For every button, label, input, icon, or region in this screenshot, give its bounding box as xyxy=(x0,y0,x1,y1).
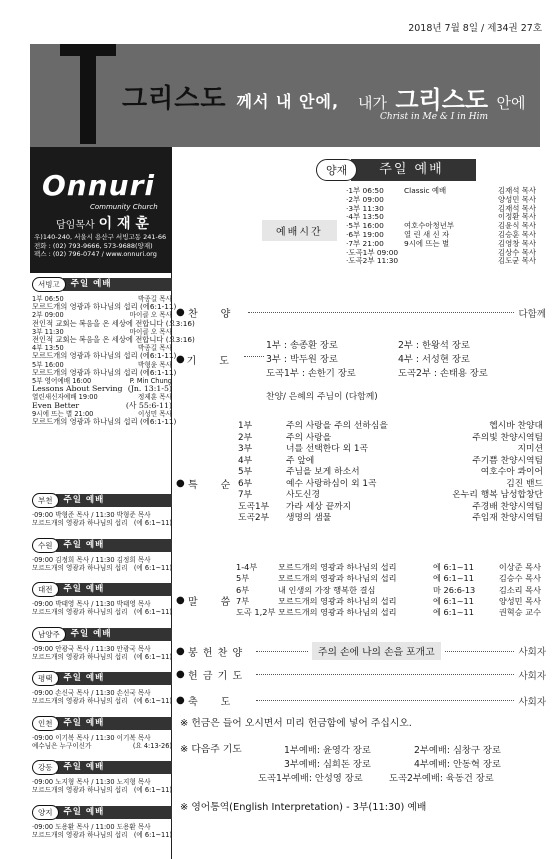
line-left: 9시에 뜨는 별 21:00 xyxy=(32,409,94,418)
line-left: 1부 06:50 xyxy=(32,295,64,303)
special-song: 주 앞에 xyxy=(286,455,315,466)
sermon-entry xyxy=(236,607,541,618)
special-performer: 주의빛 찬양시역팀 xyxy=(472,432,543,443)
line-left: 모르드개의 영광과 하나님의 섭리 (에6:1-11) xyxy=(32,302,177,312)
banner-title-2: 내가 그리스도 안에 xyxy=(358,86,526,114)
section-bar: 주일 예배 xyxy=(56,583,173,596)
sermon-entry xyxy=(236,562,541,573)
sermon-preacher: 김소리 목사 xyxy=(498,584,541,595)
line-left: 2부 09:00 xyxy=(32,311,64,320)
service-type xyxy=(404,257,492,266)
line-left: 모르드개의 영광과 하나님의 섭리 (에6:1-11) xyxy=(32,417,177,427)
special-performer: 여호수아 콰이어 xyxy=(480,467,543,477)
special-row xyxy=(238,444,543,456)
sermon-passage: 에 6:1~11 xyxy=(433,595,474,606)
service-time: ·5부 16:00 xyxy=(346,221,384,231)
campus-head xyxy=(32,582,172,597)
preacher-line: ·09:00 이기복 목사 / 11:30 이기복 목사 xyxy=(32,733,151,742)
campus-sermon xyxy=(32,786,172,794)
special-service: 5부 xyxy=(238,467,253,477)
church-brand xyxy=(30,147,172,273)
next-prayer-2: 2부예배: 심창구 장로 xyxy=(414,745,501,756)
preacher-line: ·09:00 노지형 목사 / 11:30 노지형 목사 xyxy=(32,778,151,786)
preacher-line: ·09:00 손신국 목사 / 11:30 손신국 목사 xyxy=(32,689,151,697)
sermon-entry xyxy=(236,596,541,607)
campus-preachers xyxy=(32,734,172,742)
next-prayer-3: 3부예배: 심희돈 장로 xyxy=(284,759,371,770)
campus-preachers xyxy=(32,778,172,786)
sermon-line xyxy=(32,351,177,361)
line-left: 3부 11:30 xyxy=(32,327,64,336)
left-column xyxy=(30,147,195,859)
special-row xyxy=(238,502,543,514)
line-right: 박형윤 목사 xyxy=(138,360,172,369)
preacher-line: ·09:00 김정희 목사 / 11:30 김정희 목사 xyxy=(32,555,151,564)
campus-pill: 남양주 xyxy=(32,627,66,642)
worship-title: 주일 예배 xyxy=(351,159,475,181)
offering-song-row: ● 봉 헌 찬 양 주의 손에 나의 손을 포개고 사회자 xyxy=(176,642,546,660)
service-time: ·1부 06:50 xyxy=(346,186,384,195)
campus-pill: 양지 xyxy=(32,805,59,820)
line-right: 이성민 목사 xyxy=(138,409,172,418)
campus-sermon xyxy=(32,697,172,705)
community-church-label: Community Church xyxy=(90,203,158,211)
section-bar: 주일 예배 xyxy=(56,806,173,819)
offering-song-title: 주의 손에 나의 손을 포개고 xyxy=(312,642,441,660)
special-song: 예수 사랑하심이 외 1곡 xyxy=(286,478,377,489)
special-song: 주의 사랑을 xyxy=(286,432,332,443)
service-times-label: 예배시간 xyxy=(262,220,337,241)
prayer-leader xyxy=(244,351,264,357)
service-type xyxy=(404,249,492,258)
line-left: 모르드개의 영광과 하나님의 섭리 (에6:1-11) xyxy=(32,367,177,377)
special-row xyxy=(238,490,543,502)
main-column xyxy=(176,147,546,859)
offering-prayer-row: ● 헌 금 기 도 사회자 xyxy=(176,669,546,682)
sermon-line xyxy=(32,335,195,345)
preacher-line: ·09:00 안광국 목사 / 11:30 안광국 목사 xyxy=(32,644,151,653)
special-service: 3부 xyxy=(238,444,253,454)
campus-pill: 평택 xyxy=(32,671,59,686)
line-right: 정제훈 목사 xyxy=(138,393,172,402)
sermon-ref: (에 6:1~11) xyxy=(133,830,172,839)
sermon-preacher: 양성민 목사 xyxy=(498,595,541,606)
campus-worship xyxy=(32,627,172,661)
special-row: ● 특 순 xyxy=(176,478,232,491)
section-bar: 주일 예배 xyxy=(63,628,172,641)
section-bar: 주일 예배 xyxy=(63,278,172,291)
sermon-service: 5부 xyxy=(236,573,250,584)
sermon-line xyxy=(32,417,177,427)
special-performer: 주경배 찬양시역팀 xyxy=(472,501,543,512)
line-left: Even Better xyxy=(32,400,80,410)
worship-header xyxy=(316,159,476,181)
sermon-entry xyxy=(236,585,541,596)
blessing-row: ● 축 도 사회자 xyxy=(176,695,546,708)
campus-worship xyxy=(32,582,172,616)
next-prayer-dogok2: 도곡2부예배: 육동건 장로 xyxy=(389,773,494,784)
interpretation-notice: ※ 영어통역(English Interpretation) - 3부(11:30) 예배 xyxy=(180,802,427,813)
sermon-title: 모르드개의 영광과 하나님의 섭리 xyxy=(32,563,128,572)
prayer-3: 3부 : 박두원 장로 xyxy=(266,354,338,365)
sermon-title: 예수님은 누구이신가 xyxy=(32,741,92,750)
service-time: ·6부 19:00 xyxy=(346,229,384,239)
next-prayer-1: 1부예배: 윤영각 장로 xyxy=(284,745,371,756)
sermon-passage: 에 6:1~11 xyxy=(433,607,474,618)
prayer-dogok2: 도곡2부 : 손태용 장로 xyxy=(398,368,488,379)
service-preacher: 김재석 목사 xyxy=(497,203,536,213)
sermon-service: 6부 xyxy=(236,584,250,595)
church-logo: Onnuri xyxy=(42,169,156,202)
sermon-ref: (에 6:1~11) xyxy=(133,519,172,528)
section-bar: 주일 예배 xyxy=(56,761,173,774)
service-preacher: 김재석 목사 xyxy=(497,186,536,195)
prayer-2: 2부 : 한왕석 장로 xyxy=(398,340,470,351)
special-service: 4부 xyxy=(238,455,253,466)
campus-pill: 수원 xyxy=(32,538,59,553)
line-left: Lessons About Serving xyxy=(32,384,123,394)
sermon-title: 모르드개의 영광과 하나님의 섭리 xyxy=(32,519,128,528)
prayer-4: 4부 : 서성현 장로 xyxy=(398,354,470,365)
line-left: 전인적 교회는 복음을 온 세상에 전합니다 (요3:16) xyxy=(32,335,195,345)
service-preacher: 이정환 목사 xyxy=(497,212,536,222)
campus-head xyxy=(32,627,172,642)
campus-worship xyxy=(32,716,172,750)
special-song: 주님을 보게 하소서 xyxy=(286,467,360,477)
service-type: Classic 예배 xyxy=(404,186,447,195)
prayer-1: 1부 : 송종환 장로 xyxy=(266,340,338,351)
section-bar: 주일 예배 xyxy=(56,494,173,507)
line-right: (사 55:6-11) xyxy=(125,400,172,410)
service-time: ·2부 09:00 xyxy=(346,194,384,204)
next-prayer-label: ※ 다음주 기도 xyxy=(180,744,242,755)
campus-sermon xyxy=(32,742,172,750)
special-song: 주의 사랑을 주의 선하심을 xyxy=(286,421,388,431)
special-performer: 주임재 찬양시역팀 xyxy=(472,513,543,523)
church-address: 우)140-240, 서울시 용산구 서빙고동 241-66 전화 : (02) 793-9666, 573-9688(양재) 팩스 : (02) 796-0747 / www.onnuri.org xyxy=(34,233,167,258)
sermon-passage: 에 6:1~11 xyxy=(433,573,474,584)
special-row xyxy=(238,421,543,433)
service-type xyxy=(404,196,492,205)
campus-pill: 대전 xyxy=(32,582,59,597)
special-performer: 온누리 행복 남성합창단 xyxy=(452,490,543,500)
sermon-service: 도곡 1,2부 xyxy=(236,607,276,618)
campus-head xyxy=(32,805,172,820)
line-left: 전인적 교회는 복음을 온 세상에 전합니다 (요3:16) xyxy=(32,318,195,328)
campus-sermon xyxy=(32,831,172,839)
cross-mark-stem xyxy=(80,44,96,144)
special-song: 생명의 샘물 xyxy=(286,513,332,523)
section-bar: 주일 예배 xyxy=(56,539,173,552)
special-performer: 지미션 xyxy=(517,444,543,454)
service-type: 열 린 새 신 자 xyxy=(404,229,450,239)
sermon-title: 모르드개의 영광과 하나님의 섭리 xyxy=(32,697,128,706)
preacher-line: ·09:00 박형준 목사 / 11:30 박형준 목사 xyxy=(32,511,151,519)
campus-worship xyxy=(32,805,172,839)
sermon-title: 모르드개의 영광과 하나님의 섭리 xyxy=(278,595,397,606)
service-time: ·7부 21:00 xyxy=(346,238,384,248)
line-left: 5부 영어예배 16:00 xyxy=(32,377,92,386)
line-left: 4부 13:50 xyxy=(32,344,64,353)
line-right: (Jn. 13:1-5) xyxy=(127,384,172,394)
service-preacher: 김도균 목사 xyxy=(497,256,536,266)
line-right: 박종길 목사 xyxy=(138,344,172,353)
campus-preachers xyxy=(32,645,172,653)
special-performer: 주기쁨 찬양시역팀 xyxy=(472,455,543,466)
service-type: 9시에 뜨는 별 xyxy=(404,238,450,248)
service-times xyxy=(346,187,536,266)
campus-preachers xyxy=(32,511,172,519)
special-performer: 헵시바 찬양대 xyxy=(489,421,543,431)
sermon-title: 내 인생의 가장 행복한 결심 xyxy=(278,584,376,595)
special-row xyxy=(238,433,543,445)
special-performer: 김진 밴드 xyxy=(506,478,543,489)
offering-notice: ※ 헌금은 들어 오시면서 미리 헌금함에 넣어 주십시오. xyxy=(180,718,412,729)
sermon-ref: (에 6:1~11) xyxy=(133,652,172,661)
campus-head xyxy=(32,538,172,553)
section-bar: 주일 예배 xyxy=(56,717,173,730)
line-right: P. Min Chung xyxy=(129,377,172,386)
service-time: ·도곡2부 11:30 xyxy=(346,256,399,266)
sermon-title: 모르드개의 영광과 하나님의 섭리 xyxy=(32,652,128,661)
campus-sermon xyxy=(32,653,172,661)
special-service: 6부 xyxy=(238,478,253,489)
campus-sermon xyxy=(32,519,172,527)
campus-head xyxy=(32,760,172,775)
preacher-line: ·09:00 도용환 목사 / 11:00 도용환 목사 xyxy=(32,822,151,831)
preacher-line: ·09:00 박태영 목사 / 11:30 박태영 목사 xyxy=(32,600,151,608)
hymn-line: 찬양/ 은혜의 주님이 (다함께) xyxy=(266,392,378,402)
sermon-title: 모르드개의 영광과 하나님의 섭리 xyxy=(32,786,128,795)
line-left: 5부 16:00 xyxy=(32,360,64,369)
campus-sermon xyxy=(32,608,172,616)
sermon-line xyxy=(32,318,195,328)
line-right: 박종길 목사 xyxy=(138,295,172,303)
special-song: 가라 세상 끝까지 xyxy=(286,501,352,512)
campus-worship xyxy=(32,760,172,794)
service-preacher: 김상수 목사 xyxy=(497,247,536,257)
next-prayer-4: 4부예배: 안동혁 장로 xyxy=(414,759,501,770)
special-service: 2부 xyxy=(238,432,253,443)
service-preacher: 양성민 목사 xyxy=(497,194,536,204)
sermon-preacher: 김승수 목사 xyxy=(498,573,541,584)
praise-row: ● 찬 양 다함께 xyxy=(176,307,546,320)
seobinggo-worship xyxy=(32,277,195,427)
special-service: 7부 xyxy=(238,490,253,500)
sermon-line xyxy=(32,402,172,410)
sermon-row: ● 말 씀 xyxy=(176,595,232,608)
service-type: 여호수아청년부 xyxy=(404,221,454,231)
sermon-entry xyxy=(236,573,541,584)
campus-oval: 양재 xyxy=(316,159,357,181)
service-time: ·4부 13:50 xyxy=(346,212,384,222)
campus-worship xyxy=(32,493,172,527)
service-time: ·도곡1부 09:00 xyxy=(346,247,399,257)
campus-sermon xyxy=(32,564,172,572)
special-service: 도곡2부 xyxy=(238,513,270,523)
sermon-title: 모르드개의 영광과 하나님의 섭리 xyxy=(278,562,397,572)
special-list xyxy=(238,421,543,525)
line-left: 열린새신자예배 19:00 xyxy=(32,393,98,402)
sermon-passage: 마 26:6-13 xyxy=(433,584,476,595)
sermon-ref: (에 6:1~11) xyxy=(133,786,172,795)
service-type xyxy=(404,205,492,214)
sermon-preacher: 이상준 목사 xyxy=(498,562,541,572)
sermon-title: 모르드개의 영광과 하나님의 섭리 xyxy=(32,830,128,839)
campus-preachers xyxy=(32,823,172,831)
sermon-service: 7부 xyxy=(236,595,250,606)
special-row xyxy=(238,479,543,491)
special-row xyxy=(238,513,543,525)
sermon-line xyxy=(32,367,177,377)
theme-banner xyxy=(30,44,540,147)
sermon-ref: (에 6:1~11) xyxy=(133,563,172,572)
sermon-passage: 에 6:1~11 xyxy=(433,562,474,572)
special-song: 너를 선택한다 외 1곡 xyxy=(286,444,368,454)
campus-worship xyxy=(32,671,172,705)
campus-pill: 인천 xyxy=(32,716,59,731)
line-right: 마이클 오 목사 xyxy=(129,311,172,320)
service-time-row xyxy=(346,257,536,266)
line-right: 마이클 오 목사 xyxy=(129,327,172,336)
prayer-row: ● 기 도 xyxy=(176,354,230,367)
service-preacher: 김윤식 목사 xyxy=(497,221,536,231)
sermon-ref: (에 6:1~11) xyxy=(133,697,172,706)
sermon-title: 모르드개의 영광과 하나님의 섭리 xyxy=(278,607,397,618)
service-preacher: 김승훈 목사 xyxy=(497,229,536,239)
campus-preachers xyxy=(32,556,172,564)
special-service: 1부 xyxy=(238,421,253,431)
sermon-ref: (에 6:1~11) xyxy=(133,608,172,617)
campus-preachers xyxy=(32,600,172,608)
service-preacher: 김영창 목사 xyxy=(497,238,536,248)
special-song: 사도신경 xyxy=(286,490,320,500)
campus-pill: 강동 xyxy=(32,760,59,775)
banner-subtitle: Christ in Me & I in Him xyxy=(380,112,488,122)
sermon-preacher: 권혁승 교수 xyxy=(498,607,541,618)
campus-pill: 부천 xyxy=(32,493,59,508)
campus-worship xyxy=(32,538,172,572)
section-bar: 주일 예배 xyxy=(56,672,173,685)
issue-date: 2018년 7월 8일 / 제34권 27호 xyxy=(408,23,542,34)
sermon-title: 모르드개의 영광과 하나님의 섭리 xyxy=(278,573,397,584)
sermon-ref: (요 4:13-26) xyxy=(132,741,172,750)
campus-preachers xyxy=(32,689,172,697)
special-service: 도곡1부 xyxy=(238,501,270,512)
service-time: ·3부 11:30 xyxy=(346,203,384,213)
campus-head xyxy=(32,671,172,686)
banner-title-1: 그리스도 께서 내 안에, xyxy=(122,84,340,114)
sermon-list xyxy=(236,562,541,618)
campus-head xyxy=(32,493,172,508)
campus-head xyxy=(32,716,172,731)
next-prayer-dogok1: 도곡1부예배: 안성영 장로 xyxy=(258,773,363,784)
senior-pastor: 담임목사 이 재 훈 xyxy=(56,216,149,232)
line-left: 모르드개의 영광과 하나님의 섭리 (에6:1-11) xyxy=(32,351,177,361)
sermon-title: 모르드개의 영광과 하나님의 섭리 xyxy=(32,608,128,617)
prayer-dogok1: 도곡1부 : 손한기 장로 xyxy=(266,368,356,379)
sermon-service: 1-4부 xyxy=(236,562,258,572)
campus-pill: 서빙고 xyxy=(32,277,66,292)
special-row xyxy=(238,456,543,468)
special-row xyxy=(238,467,543,479)
